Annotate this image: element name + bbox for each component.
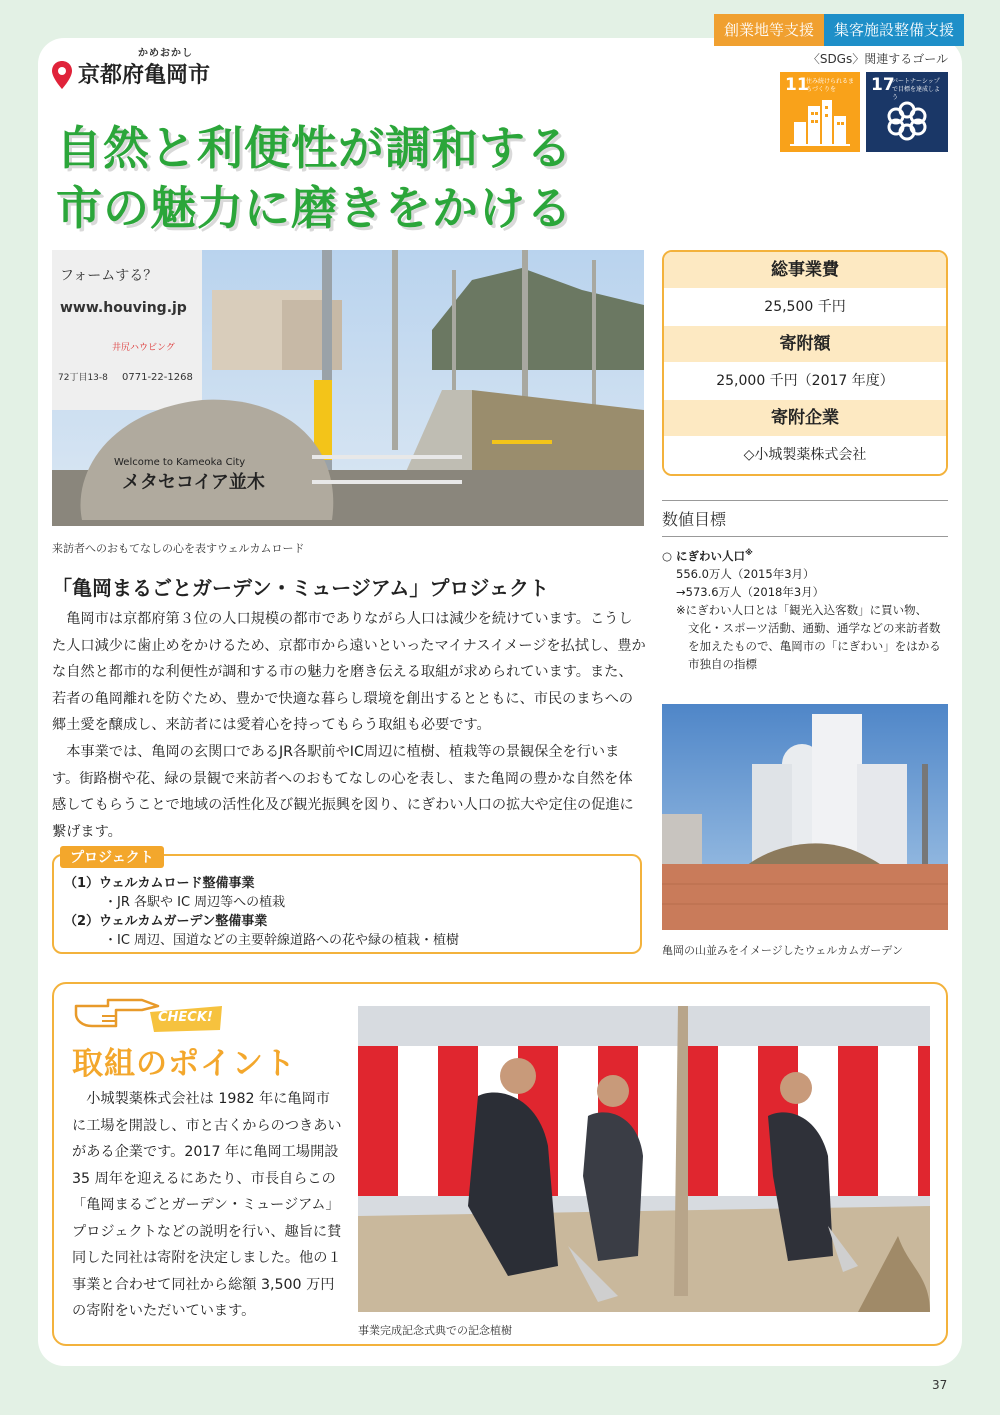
welcome-garden-photo [662,704,948,930]
donation-value: 25,000 千円（2017 年度） [664,362,946,400]
sdg-goal-17 [866,72,948,152]
tree-planting-photo [358,1006,930,1312]
location-pin-icon [52,61,72,89]
project-item-sub: ・IC 周辺、国道などの主要幹線道路への花や緑の植栽・植樹 [104,933,460,948]
target-line: →573.6万人（2018年3月） [676,584,825,599]
photo-side-caption: 亀岡の山並みをイメージしたウェルカムガーデン [662,944,904,957]
sign-text: フォームする？ [60,268,158,284]
headline [56,118,573,238]
project-list [64,874,459,950]
check-badge-text: CHECK! [158,1010,213,1025]
point-title: 取組のポイント [72,1046,296,1082]
location-name-text: 京都府亀岡市 [78,63,211,88]
target-item-label: ○ にぎわい人口 [662,548,746,563]
category-tags [714,14,964,46]
stone-welcome-text: Welcome to Kameoka City [114,457,246,468]
headline-line-1: 自然と利便性が調和する [56,121,573,175]
target-note-line: ※にぎわい人口とは「観光入込客数」に買い物、 [676,602,928,617]
sdg-goal-text: 住み続けられるまちづくりを [806,78,855,93]
project-list-box [52,850,642,954]
target-line: 556.0万人（2015年3月） [676,566,815,581]
total-cost-value: 25,500 千円 [664,288,946,326]
sign-url: www.houving.jp [60,300,187,316]
page-number: 37 [932,1378,948,1392]
target-note-line: を加えたもので、亀岡市の「にぎわい」をはかる [688,638,941,653]
project-item-sub: ・JR 各駅や IC 周辺等への植栽 [104,895,286,910]
photo-bottom-caption: 事業完成記念式典での記念植樹 [358,1324,512,1337]
project-cost-table [662,250,948,476]
numeric-target-body [662,544,952,673]
tag-facility-support: 集客施設整備支援 [824,14,964,46]
stone-name-text: メタセコイア並木 [122,472,265,493]
check-badge [146,1004,226,1034]
project-item-main: （2）ウェルカムガーデン整備事業 [64,914,268,929]
sign-company: 井尻ハウビング [112,343,175,353]
project-item-main: （1）ウェルカムロード整備事業 [64,876,255,891]
sign-phone: 0771-22-1268 [122,372,193,383]
donor-label: 寄附企業 [664,400,946,436]
location [52,48,211,89]
paragraph: 亀岡市は京都府第３位の人口規模の都市でありながら人口は減少を続けています。こうした人口減少に歯止めをかけるため、京都市から遠いといったマイナスイメージを払拭し、豊かな自然と都市的な利便性が調和する市の魅力を磨き伝える取組が求められています。また、若者の亀岡離れを防ぐため、豊かで快適な暮らし環境を創出するとともに、市民のまちへの郷土愛を醸成し、来訪者には愛着心を持ってもらう取組も必要です。 [52,611,646,734]
total-cost-label: 総事業費 [664,252,946,288]
sdg-goal-number: 17 [871,75,895,95]
sdg-goal-number: 11 [785,75,809,95]
tag-founding-support: 創業地等支援 [714,14,824,46]
target-item-sup: ※ [745,548,753,557]
target-note-line: 市独自の指標 [688,656,757,671]
numeric-target-title: 数値目標 [662,500,948,537]
sdg-goal-11 [780,72,860,152]
welcome-road-photo [52,250,644,526]
location-name [78,48,211,89]
sign-address: 72丁目13-8 [58,373,108,383]
sdg-goal-text: パートナーシップで目標を達成しよう [892,78,941,101]
project-title: 「亀岡まるごとガーデン・ミュージアム」プロジェクト [52,576,549,600]
donation-label: 寄附額 [664,326,946,362]
point-description: 小城製薬株式会社は 1982 年に亀岡市に工場を開設し、市と古くからのつきあいがある企業です。2017 年に亀岡工場開設 35 周年を迎えるにあたり、市長自らこの「亀岡まるごとガーデン・ミュージアム」プロジェクトなどの説明を行い、趣旨に賛同した同社は寄附を決定しました。他の１事業と合わせて同社から総額 3,500 万円の寄附をいただいています。 [72,1091,342,1319]
target-note-line: 文化・スポーツ活動、通勤、通学などの来訪者数 [688,620,941,635]
city-buildings-icon [780,72,860,152]
sdgs-label: 〈SDGs〉関連するゴール [807,52,948,66]
project-description [52,606,646,845]
project-box-label: プロジェクト [60,846,164,868]
location-ruby: かめおかし [138,48,193,59]
paragraph: 本事業では、亀岡の玄関口であるJR各駅前やIC周辺に植樹、植栽等の景観保全を行います。街路樹や花、緑の景観で来訪者へのおもてなしの心を表し、また亀岡の豊かな自然を体感してもらうことで地域の活性化及び観光振興を図り、にぎわい人口の拡大や定住の促進に繋げます。 [52,743,634,840]
donor-value: ◇小城製薬株式会社 [664,436,946,474]
partnership-flower-icon [866,72,948,152]
headline-line-2: 市の魅力に磨きをかける [56,181,573,235]
photo-main-caption: 来訪者へのおもてなしの心を表すウェルカムロード [52,542,305,555]
